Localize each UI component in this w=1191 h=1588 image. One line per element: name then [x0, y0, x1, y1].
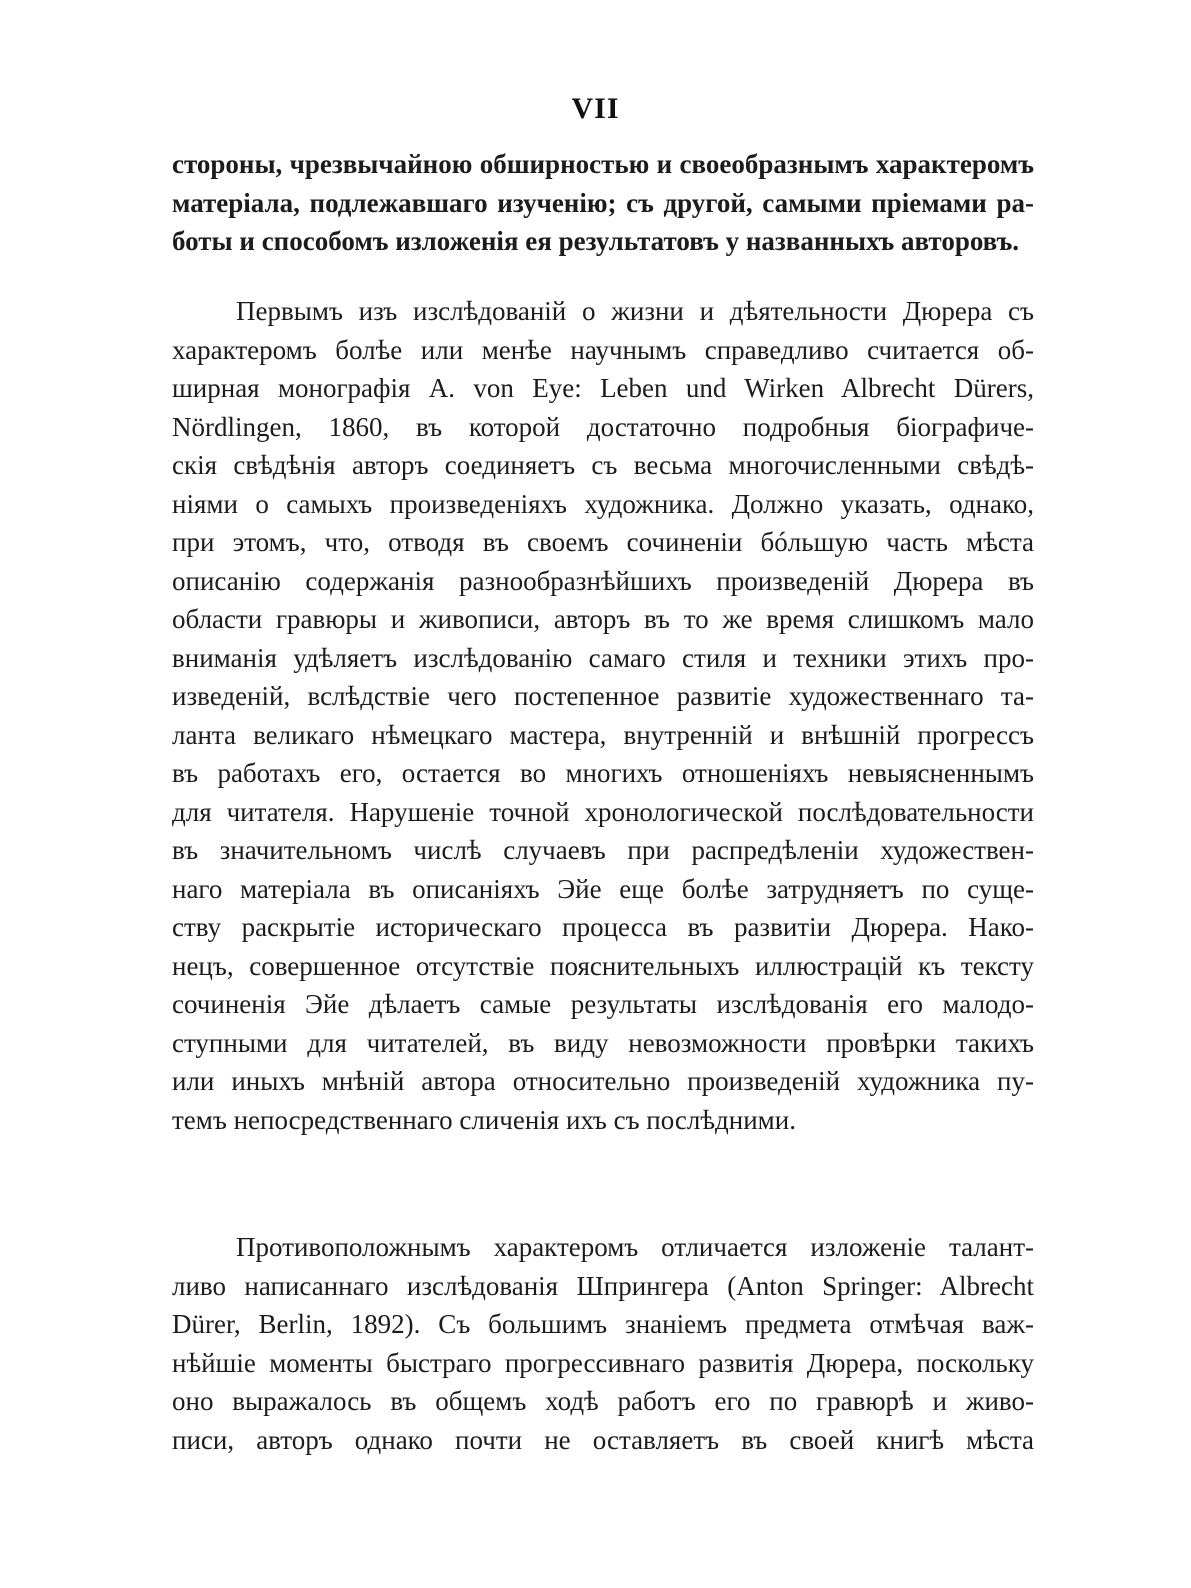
text-line: Противоположнымъ характеромъ отличается изложеніе талант-: [236, 1232, 1034, 1262]
text-line: матеріала, подлежавшаго изученію; съ другой, самыми пріемами ра-: [172, 187, 1034, 218]
text-line: ству раскрытіе историческаго процесса въ развитіи Дюрера. Нако-: [172, 912, 1034, 942]
text-line: нецъ, совершенное отсутствіе пояснительныхъ иллюстрацій къ тексту: [172, 950, 1034, 981]
text-line: нѣйшіе моменты быстраго прогрессивнаго развитія Дюрера, поскольку: [172, 1347, 1034, 1378]
text-line: боты и способомъ изложенія ея результатовъ у названныхъ авторовъ.: [172, 226, 1020, 256]
text-line: темъ непосредственнаго сличенія ихъ съ послѣдними.: [172, 1104, 796, 1135]
text-line: Dürer, Berlin, 1892). Съ большимъ знаніемъ предмета отмѣчая важ-: [172, 1309, 1034, 1339]
text-line: изведеній, вслѣдствіе чего постепенное развитіе художественнаго та-: [172, 681, 1034, 711]
text-line: оно выражалось въ общемъ ходѣ работъ его по гравюрѣ и живо-: [172, 1386, 1034, 1416]
text-line: въ значительномъ числѣ случаевъ при распредѣленіи художествен-: [172, 835, 1034, 865]
page-number: VII: [571, 92, 620, 125]
text-line: вниманія удѣляетъ изслѣдованію самаго стиля и техники этихъ про-: [172, 642, 1034, 673]
text-line: стороны, чрезвычайною обширностью и своеобразнымъ характеромъ: [172, 149, 1034, 179]
text-line: ступными для читателей, въ виду невозможности провѣрки такихъ: [172, 1027, 1034, 1058]
text-line: ширная монографія A. von Eye: Leben und Wirken Albrecht Dürers,: [172, 373, 1034, 403]
paragraph-springer-study: [172, 1228, 1034, 1459]
text-line: ніями о самыхъ произведеніяхъ художника. Должно указать, однако,: [172, 488, 1034, 519]
text-line: ливо написаннаго изслѣдованія Шпрингера (Anton Springer: Albrecht: [172, 1270, 1034, 1301]
text-line: описанію содержанія разнообразнѣйшихъ произведеній Дюрера въ: [172, 565, 1034, 596]
text-line: писи, авторъ однако почти не оставляетъ въ своей книгѣ мѣста: [172, 1424, 1034, 1455]
text-line: при этомъ, что, отводя въ своемъ сочиненіи бóльшую часть мѣста: [172, 527, 1034, 557]
text-line: скія свѣдѣнія авторъ соединяетъ съ весьма многочисленными свѣдѣ-: [172, 450, 1034, 480]
text-line: характеромъ болѣе или менѣе научнымъ справедливо считается об-: [172, 334, 1034, 365]
text-line: или иныхъ мнѣній автора относительно произведеній художника пу-: [172, 1066, 1034, 1096]
paragraph-continuation: [172, 145, 1034, 261]
text-line: Nördlingen, 1860, въ которой достаточно подробныя біографиче-: [172, 411, 1034, 442]
text-line: ланта великаго нѣмецкаго мастера, внутренній и внѣшній прогрессъ: [172, 719, 1034, 750]
text-line: въ работахъ его, остается во многихъ отношеніяхъ невыясненнымъ: [172, 758, 1034, 788]
text-line: Первымъ изъ изслѣдованій о жизни и дѣятельности Дюрера съ: [236, 296, 1034, 326]
text-line: для читателя. Нарушеніе точной хронологической послѣдовательности: [172, 796, 1034, 827]
text-line: области гравюры и живописи, авторъ въ то же время слишкомъ мало: [172, 604, 1034, 634]
text-line: сочиненія Эйе дѣлаетъ самые результаты изслѣдованія его малодо-: [172, 989, 1034, 1019]
text-line: наго матеріала въ описаніяхъ Эйе еще болѣе затрудняетъ по суще-: [172, 873, 1034, 904]
paragraph-eye-monograph: [172, 292, 1034, 1139]
